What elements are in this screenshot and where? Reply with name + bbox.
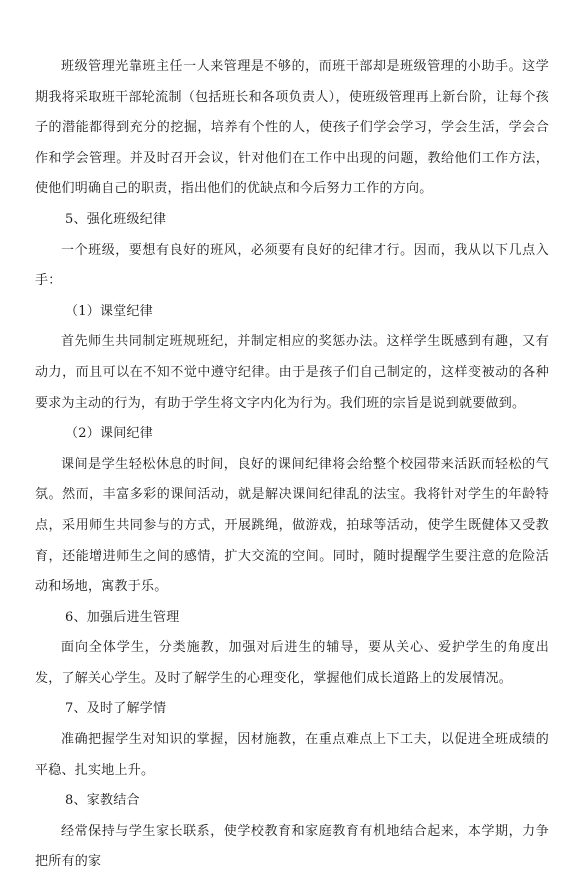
paragraph-underachievers: 面向全体学生，分类施教，加强对后进生的辅导，要从关心、爱护学生的角度出发，了解关心学生。及时了解学生的心理变化，掌握他们成长道路上的发展情况。	[35, 640, 549, 686]
heading-underachievers: 6、加强后进生管理	[65, 609, 180, 625]
subheading-recess-discipline: （2）课间纪律	[65, 426, 154, 442]
heading-home-school: 8、家教结合	[65, 793, 140, 809]
heading-discipline: 5、强化班级纪律	[65, 211, 167, 227]
paragraph-home-school: 经常保持与学生家长联系，使学校教育和家庭教育有机地结合起来，本学期，力争把所有的家	[35, 823, 549, 870]
paragraph-class-cadre: 班级管理光靠班主任一人来管理是不够的，而班干部却是班级管理的小助手。这学期我将采取班干部轮流制（包括班长和各项负责人），使班级管理再上新台阶，让每个孩子的潜能都得到充分的挖掘，培养有个性的人，使孩子们学会学习，学会生活，学会合作和学会管理。并及时召开会议，针对他们在工作中出现的问题，教给他们工作方法，使他们明确自己的职责，指出他们的优缺点和今后努力工作的方向。	[35, 59, 549, 197]
paragraph-learning-status: 准确把握学生对知识的掌握，因材施教，在重点难点上下工夫，以促进全班成绩的平稳、扎实地上升。	[35, 732, 549, 778]
paragraph-discipline-intro: 一个班级，要想有良好的班风，必须要有良好的纪律才行。因而，我从以下几点入手：	[35, 242, 549, 289]
paragraph-recess-discipline: 课间是学生轻松休息的时间，良好的课间纪律将会给整个校园带来活跃而轻松的气氛。然而，丰富多彩的课间活动，就是解决课间纪律乱的法宝。我将针对学生的年龄特点，采用师生共同参与的方式，开展跳绳，做游戏，拍球等活动，使学生既健体又受教育，还能增进师生之间的感情，扩大交流的空间。同时，随时提醒学生要注意的危险活动和场地，寓教于乐。	[35, 456, 549, 595]
heading-learning-status: 7、及时了解学情	[65, 701, 167, 717]
subheading-classroom-discipline: （1）课堂纪律	[65, 303, 154, 319]
paragraph-classroom-discipline: 首先师生共同制定班规班纪，并制定相应的奖惩办法。这样学生既感到有趣，又有动力，而且可以在不知不觉中遵守纪律。由于是孩子们自己制定的，这样变被动的各种要求为主动的行为，有助于学生将文字内化为行为。我们班的宗旨是说到就要做到。	[35, 334, 549, 411]
